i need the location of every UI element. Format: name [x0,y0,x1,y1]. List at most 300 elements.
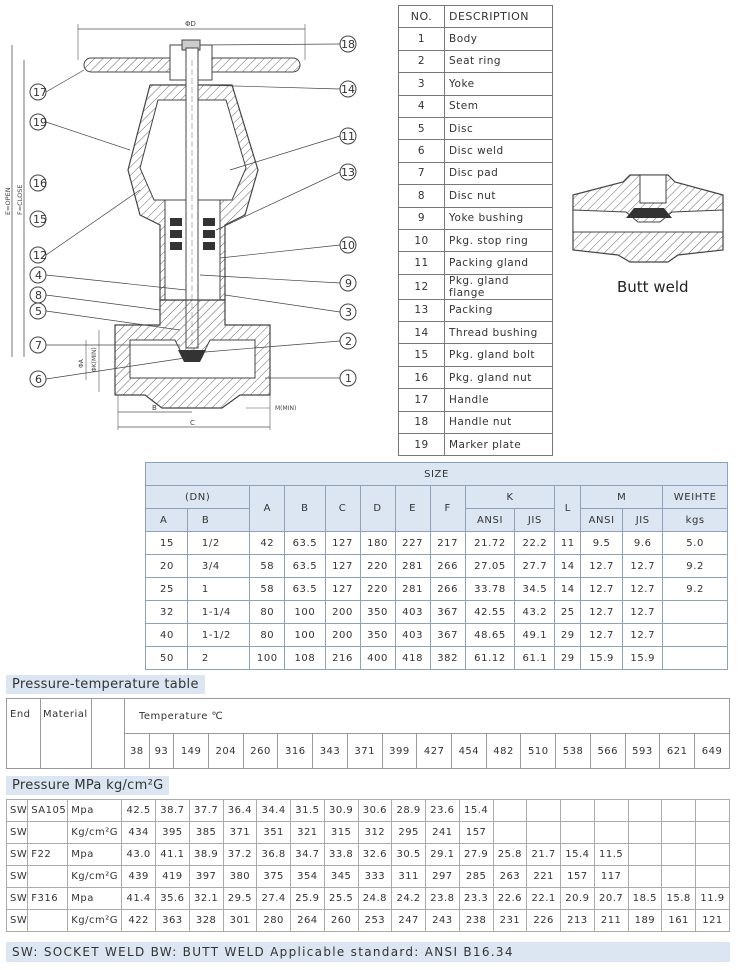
pressure-value [594,800,628,822]
temp-value: 566 [590,734,625,769]
size-row [146,578,728,601]
size-h-l: L [555,486,581,532]
size-row [146,601,728,624]
pressure-value: 385 [189,822,223,844]
size-row [146,532,728,555]
pressure-row [7,822,730,844]
size-h-weight: WEIHTE [663,486,728,509]
size-cell: 9.2 [663,555,728,578]
callout: 8 [35,289,42,302]
pressure-value: 27.9 [459,844,493,866]
size-cell: 200 [325,601,360,624]
pressure-value: 117 [594,866,628,888]
pressure-value: 25.5 [324,888,358,910]
pressure-value: 32.1 [189,888,223,910]
parts-row [399,366,553,388]
size-table [145,462,728,670]
size-cell: 40 [146,624,188,647]
pressure-end: SW [7,800,28,822]
parts-row [399,185,553,207]
size-cell: 1-1/2 [187,624,249,647]
pressure-value: 260 [324,910,358,932]
temp-value: 427 [417,734,452,769]
callout: 11 [341,130,355,143]
pressure-value: 231 [493,910,527,932]
parts-no: 19 [399,434,445,456]
pressure-value [527,822,561,844]
pressure-value [662,866,696,888]
pressure-value [662,822,696,844]
parts-no: 11 [399,252,445,274]
size-cell: 1/2 [187,532,249,555]
size-cell: 9.2 [663,578,728,601]
temp-value: 93 [149,734,174,769]
callout: 17 [33,86,47,99]
size-cell: 33.78 [465,578,515,601]
pressure-unit: Kg/cm²G [68,866,122,888]
size-cell: 418 [395,647,430,670]
size-cell: 227 [395,532,430,555]
parts-desc: Packing [445,299,553,321]
pressure-value: 241 [426,822,460,844]
pressure-value: 311 [392,866,426,888]
callout: 16 [33,177,47,190]
parts-no: 18 [399,411,445,433]
callout: 2 [345,335,352,348]
pressure-value [561,822,595,844]
temp-h-material: Material [41,699,92,769]
size-cell [663,624,728,647]
butt-weld-label: Butt weld [617,278,689,296]
parts-row [399,28,553,50]
temp-value: 343 [313,734,348,769]
parts-desc: Pkg. gland flange [445,274,553,299]
pressure-value [527,800,561,822]
pressure-value: 328 [189,910,223,932]
size-cell: 63.5 [285,578,325,601]
size-cell: 63.5 [285,532,325,555]
size-cell: 80 [250,624,285,647]
pressure-value: 38.9 [189,844,223,866]
size-cell: 5.0 [663,532,728,555]
pressure-value [696,800,730,822]
temp-value: 371 [347,734,382,769]
parts-row [399,229,553,251]
size-cell: 281 [395,555,430,578]
size-cell: 12.7 [581,555,623,578]
callout: 10 [341,239,355,252]
temperature-table [6,698,730,769]
pressure-unit: Mpa [68,844,122,866]
temp-value: 649 [695,734,730,769]
temp-value: 399 [382,734,417,769]
parts-no: 6 [399,140,445,162]
pressure-value: 375 [257,866,291,888]
pressure-value: 157 [561,866,595,888]
pressure-value: 30.6 [358,800,392,822]
parts-no: 3 [399,73,445,95]
pressure-value [594,822,628,844]
pressure-row [7,844,730,866]
size-cell: 220 [360,578,395,601]
size-cell: 400 [360,647,395,670]
pressure-title: Pressure MPa kg/cm²G [6,776,169,795]
pressure-material: F316 [28,888,68,910]
dim-b: B [152,404,157,412]
pressure-value: 11.5 [594,844,628,866]
callout: 5 [35,305,42,318]
size-cell: 127 [325,578,360,601]
pressure-value: 363 [156,910,190,932]
pressure-unit: Kg/cm²G [68,822,122,844]
parts-no: 5 [399,117,445,139]
pressure-value: 380 [223,866,257,888]
size-cell: 14 [555,555,581,578]
pressure-value: 41.1 [156,844,190,866]
size-sub-a: A [146,509,188,532]
temp-label: Temperature ℃ [125,699,730,734]
pressure-value: 37.7 [189,800,223,822]
temp-value: 149 [174,734,209,769]
size-cell: 12.7 [623,601,663,624]
dim-e-open: E=OPEN [4,187,12,215]
pressure-value [493,800,527,822]
temp-value: 510 [521,734,556,769]
size-cell: 266 [430,555,465,578]
pressure-value: 23.6 [426,800,460,822]
size-cell: 15.9 [581,647,623,670]
pressure-end: SW [7,844,28,866]
parts-no: 13 [399,299,445,321]
size-cell: 220 [360,555,395,578]
size-cell: 27.05 [465,555,515,578]
parts-no: 17 [399,389,445,411]
size-h-c: C [325,486,360,532]
size-cell: 100 [285,601,325,624]
pressure-value: 121 [696,910,730,932]
dim-c: C [190,419,195,427]
parts-desc: Handle [445,389,553,411]
size-cell: 49.1 [515,624,555,647]
parts-no: 15 [399,344,445,366]
pressure-material [28,910,68,932]
size-cell: 58 [250,578,285,601]
size-cell: 48.65 [465,624,515,647]
parts-no: 1 [399,28,445,50]
pressure-table [6,799,730,932]
size-cell: 63.5 [285,555,325,578]
size-cell: 11 [555,532,581,555]
size-cell: 61.12 [465,647,515,670]
pressure-value: 28.9 [392,800,426,822]
callout: 4 [35,269,42,282]
size-cell: 403 [395,601,430,624]
pressure-value: 15.4 [561,844,595,866]
dim-k: ΦK(MIN) [91,347,98,372]
pressure-value: 32.6 [358,844,392,866]
size-cell: 29 [555,624,581,647]
pressure-value: 157 [459,822,493,844]
pressure-value: 221 [527,866,561,888]
parts-row [399,95,553,117]
parts-desc: Packing gland [445,252,553,274]
pressure-value: 439 [122,866,156,888]
size-h-b: B [285,486,325,532]
pressure-value [628,822,662,844]
pressure-material [28,866,68,888]
size-cell: 21.72 [465,532,515,555]
parts-row [399,299,553,321]
parts-row [399,434,553,456]
parts-no: 12 [399,274,445,299]
pressure-value: 36.4 [223,800,257,822]
pressure-value: 422 [122,910,156,932]
pressure-value: 321 [291,822,325,844]
parts-row [399,207,553,229]
pressure-value [628,844,662,866]
pressure-value [696,844,730,866]
callout: 6 [35,373,42,386]
dim-a: ΦA [78,359,85,368]
pressure-value: 21.7 [527,844,561,866]
pressure-value: 42.5 [122,800,156,822]
parts-no: 10 [399,229,445,251]
callout: 12 [33,249,47,262]
pressure-value: 395 [156,822,190,844]
pressure-material: SA105 [28,800,68,822]
size-cell: 216 [325,647,360,670]
size-cell: 15.9 [623,647,663,670]
pressure-value: 285 [459,866,493,888]
pressure-value: 397 [189,866,223,888]
parts-row [399,50,553,72]
parts-desc: Pkg. stop ring [445,229,553,251]
pressure-value: 345 [324,866,358,888]
size-cell: 367 [430,624,465,647]
size-cell: 350 [360,601,395,624]
pressure-value: 34.7 [291,844,325,866]
size-h-e: E [395,486,430,532]
parts-header-no: NO. [399,6,445,28]
parts-no: 4 [399,95,445,117]
temp-value: 260 [243,734,278,769]
size-cell: 12.7 [581,624,623,647]
temp-h-end: End [7,699,41,769]
parts-desc: Pkg. gland nut [445,366,553,388]
pressure-value: 37.2 [223,844,257,866]
pressure-value: 297 [426,866,460,888]
size-cell: 108 [285,647,325,670]
butt-weld-drawing [568,170,728,265]
pressure-value: 15.8 [662,888,696,910]
size-cell: 58 [250,555,285,578]
parts-desc: Body [445,28,553,50]
size-row [146,555,728,578]
size-cell: 3/4 [187,555,249,578]
size-cell [663,647,728,670]
pressure-value: 333 [358,866,392,888]
parts-desc: Disc nut [445,185,553,207]
pressure-value [628,800,662,822]
pressure-value: 31.5 [291,800,325,822]
size-row [146,624,728,647]
size-cell: 350 [360,624,395,647]
dim-m: M(MIN) [275,405,297,412]
pressure-value: 30.5 [392,844,426,866]
size-cell: 281 [395,578,430,601]
pressure-unit: Mpa [68,800,122,822]
size-cell: 34.5 [515,578,555,601]
parts-desc: Stem [445,95,553,117]
size-sub-m-ansi: ANSI [581,509,623,532]
parts-desc: Thread bushing [445,322,553,344]
pressure-value: 25.8 [493,844,527,866]
parts-row [399,344,553,366]
parts-desc: Handle nut [445,411,553,433]
pressure-value [561,800,595,822]
pressure-value: 34.4 [257,800,291,822]
temp-value: 38 [125,734,150,769]
size-row [146,647,728,670]
temp-value: 621 [660,734,695,769]
size-cell: 2 [187,647,249,670]
pressure-value: 189 [628,910,662,932]
size-cell: 61.1 [515,647,555,670]
size-sub-k-ansi: ANSI [465,509,515,532]
size-cell: 127 [325,532,360,555]
callout: 13 [341,166,355,179]
pressure-value: 351 [257,822,291,844]
parts-row [399,162,553,184]
parts-no: 16 [399,366,445,388]
pressure-value: 253 [358,910,392,932]
size-h-d: D [360,486,395,532]
size-cell: 217 [430,532,465,555]
temp-value: 593 [625,734,660,769]
parts-desc: Marker plate [445,434,553,456]
size-cell: 25 [555,601,581,624]
size-cell: 180 [360,532,395,555]
callout: 7 [35,339,42,352]
pressure-value [628,866,662,888]
pressure-value: 243 [426,910,460,932]
pressure-value: 280 [257,910,291,932]
size-h-k: K [465,486,555,509]
pressure-value: 295 [392,822,426,844]
temp-h-unit [92,699,125,769]
pressure-end: SW [7,888,28,910]
pressure-value: 29.1 [426,844,460,866]
size-cell: 12.7 [581,601,623,624]
pressure-end: SW [7,910,28,932]
size-sub-kgs: kgs [663,509,728,532]
size-h-m: M [581,486,663,509]
parts-desc: Disc pad [445,162,553,184]
size-cell: 12.7 [581,578,623,601]
callout: 14 [341,83,355,96]
pressure-value: 301 [223,910,257,932]
size-cell: 9.5 [581,532,623,555]
size-h-f: F [430,486,465,532]
callout: 15 [33,213,47,226]
size-cell: 22.2 [515,532,555,555]
size-cell: 382 [430,647,465,670]
size-cell: 12.7 [623,555,663,578]
parts-no: 9 [399,207,445,229]
pressure-material: F22 [28,844,68,866]
pressure-value: 33.8 [324,844,358,866]
pressure-value: 30.9 [324,800,358,822]
temp-value: 482 [486,734,521,769]
parts-row [399,389,553,411]
pressure-value: 22.1 [527,888,561,910]
pressure-value: 161 [662,910,696,932]
pressure-value [662,844,696,866]
parts-header-desc: DESCRIPTION [445,6,553,28]
temp-value: 204 [208,734,243,769]
pressure-value: 43.0 [122,844,156,866]
size-cell: 403 [395,624,430,647]
pressure-value: 18.5 [628,888,662,910]
pressure-value: 24.2 [392,888,426,910]
pressure-value [493,822,527,844]
pressure-value: 27.4 [257,888,291,910]
pressure-value: 38.7 [156,800,190,822]
size-cell: 266 [430,578,465,601]
temp-value: 538 [556,734,591,769]
size-cell: 29 [555,647,581,670]
dim-d: ΦD [185,20,196,28]
size-cell: 1 [187,578,249,601]
parts-desc: Seat ring [445,50,553,72]
pressure-value: 22.6 [493,888,527,910]
parts-row [399,274,553,299]
pressure-value: 20.9 [561,888,595,910]
size-h-dn: (DN) [146,486,250,509]
size-cell [663,601,728,624]
pressure-value: 434 [122,822,156,844]
parts-desc: Disc [445,117,553,139]
size-title: SIZE [146,463,728,486]
pressure-value: 247 [392,910,426,932]
size-cell: 15 [146,532,188,555]
pressure-end: SW [7,866,28,888]
size-cell: 50 [146,647,188,670]
size-cell: 100 [285,624,325,647]
size-cell: 80 [250,601,285,624]
parts-desc: Yoke [445,73,553,95]
pressure-value: 354 [291,866,325,888]
footer-note: SW: SOCKET WELD BW: BUTT WELD Applicable standard: ANSI B16.34 [6,942,730,962]
size-cell: 27.7 [515,555,555,578]
size-cell: 9.6 [623,532,663,555]
size-cell: 100 [250,647,285,670]
pressure-value: 23.3 [459,888,493,910]
size-cell: 1-1/4 [187,601,249,624]
parts-row [399,117,553,139]
parts-row [399,322,553,344]
size-cell: 20 [146,555,188,578]
size-cell: 127 [325,555,360,578]
valve-drawing [0,0,375,440]
pressure-value: 226 [527,910,561,932]
size-cell: 42.55 [465,601,515,624]
pressure-value [696,822,730,844]
parts-desc: Pkg. gland bolt [445,344,553,366]
pressure-value: 11.9 [696,888,730,910]
pressure-value: 29.5 [223,888,257,910]
pressure-value [696,866,730,888]
